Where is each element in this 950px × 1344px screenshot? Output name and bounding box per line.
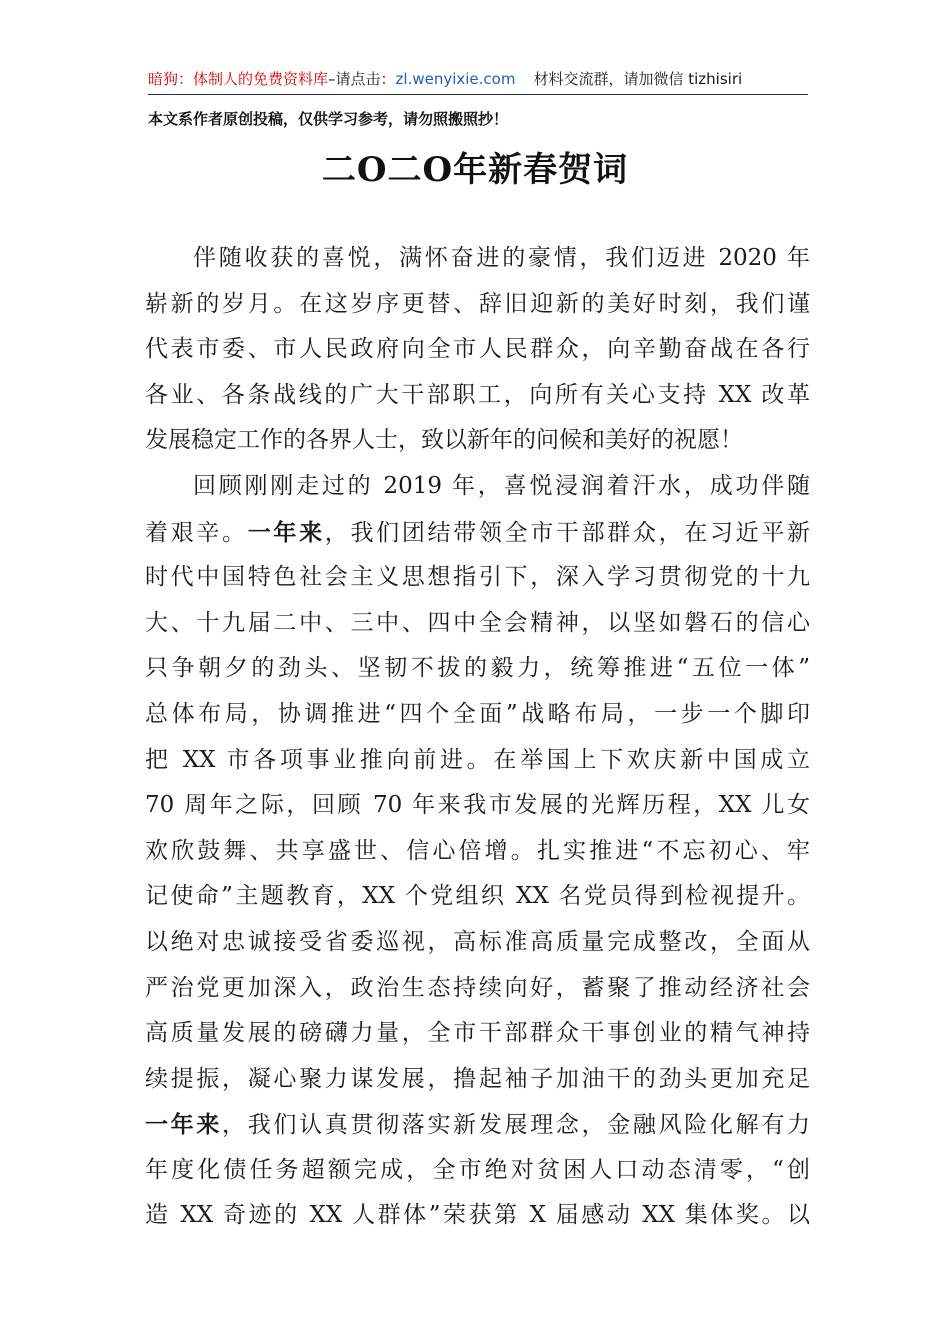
emphasis-phrase: 一年来 xyxy=(247,518,325,546)
body-line: 各业、各条战线的广大干部职工，向所有关心支持 XX 改革 xyxy=(145,381,810,408)
banner-brand: 暗狗：体制人的免费资料库 xyxy=(148,70,329,88)
body-line: 只争朝夕的劲头、坚韧不拔的毅力，统筹推进“五位一体” xyxy=(145,655,810,682)
body-line: 欢欣鼓舞、共享盛世、信心倍增。扎实推进“不忘初心、牢 xyxy=(145,837,810,864)
body-line: 发展稳定工作的各界人士，致以新年的问候和美好的祝愿！ xyxy=(145,427,743,454)
document-body xyxy=(145,236,810,1239)
body-line: 伴随收获的喜悦，满怀奋进的豪情，我们迈进 2020 年 xyxy=(193,245,810,271)
body-line: 回顾刚刚走过的 2019 年，喜悦浸润着汗水，成功伴随 xyxy=(193,472,810,499)
body-line: 把 XX 市各项事业推向前进。在举国上下欢庆新中国成立 xyxy=(145,746,810,773)
body-line: 造 XX 奇迹的 XX 人群体”荣获第 X 届感动 XX 集体奖。以 xyxy=(145,1202,810,1229)
body-line: 70 周年之际，回顾 70 年来我市发展的光辉历程，XX 儿女 xyxy=(145,792,810,819)
body-line: 高质量发展的磅礴力量，全市干部群众干事创业的精气神持 xyxy=(145,1020,810,1047)
banner-group-info: 材料交流群，请加微信 tizhisiri xyxy=(533,70,743,88)
document-title: 二O二O年新春贺词 xyxy=(321,150,629,190)
body-line: 以绝对忠诚接受省委巡视，高标准高质量完成整改，全面从 xyxy=(145,928,810,955)
body-line: 记使命”主题教育，XX 个党组织 XX 名党员得到检视提升。 xyxy=(145,883,810,910)
body-line-part: 着艰辛。 xyxy=(145,519,248,546)
body-line: 崭新的岁月。在这岁序更替、辞旧迎新的美好时刻，我们谨 xyxy=(145,290,810,317)
copyright-notice: 本文系作者原创投稿，仅供学习参考，请勿照搬照抄！ xyxy=(148,110,509,128)
banner-prompt: –请点击： xyxy=(328,70,396,88)
body-line: 大、十九届二中、三中、四中全会精神，以坚如磐石的信心 xyxy=(145,609,810,636)
body-line-part: ，我们团结带领全市干部群众，在习近平新 xyxy=(324,519,811,546)
emphasis-phrase: 一年来 xyxy=(145,1111,223,1139)
source-banner xyxy=(148,64,808,95)
body-line: 续提振，凝心聚力谋发展，撸起袖子加油干的劲头更加充足 xyxy=(145,1065,810,1092)
body-line-part: ，我们认真贯彻落实新发展理念，金融风险化解有力 xyxy=(222,1112,811,1139)
body-line xyxy=(145,1102,810,1148)
body-line xyxy=(145,510,810,556)
body-line: 代表市委、市人民政府向全市人民群众，向辛勤奋战在各行 xyxy=(145,336,810,363)
banner-link[interactable]: zl.wenyixie.com xyxy=(395,70,516,88)
body-line: 时代中国特色社会主义思想指引下，深入学习贯彻党的十九 xyxy=(145,564,810,591)
body-line: 严治党更加深入，政治生态持续向好，蓄聚了推动经济社会 xyxy=(145,974,810,1001)
body-line: 总体布局，协调推进“四个全面”战略布局，一步一个脚印 xyxy=(145,700,810,727)
body-line: 年度化债任务超额完成，全市绝对贫困人口动态清零，“创 xyxy=(145,1156,810,1183)
